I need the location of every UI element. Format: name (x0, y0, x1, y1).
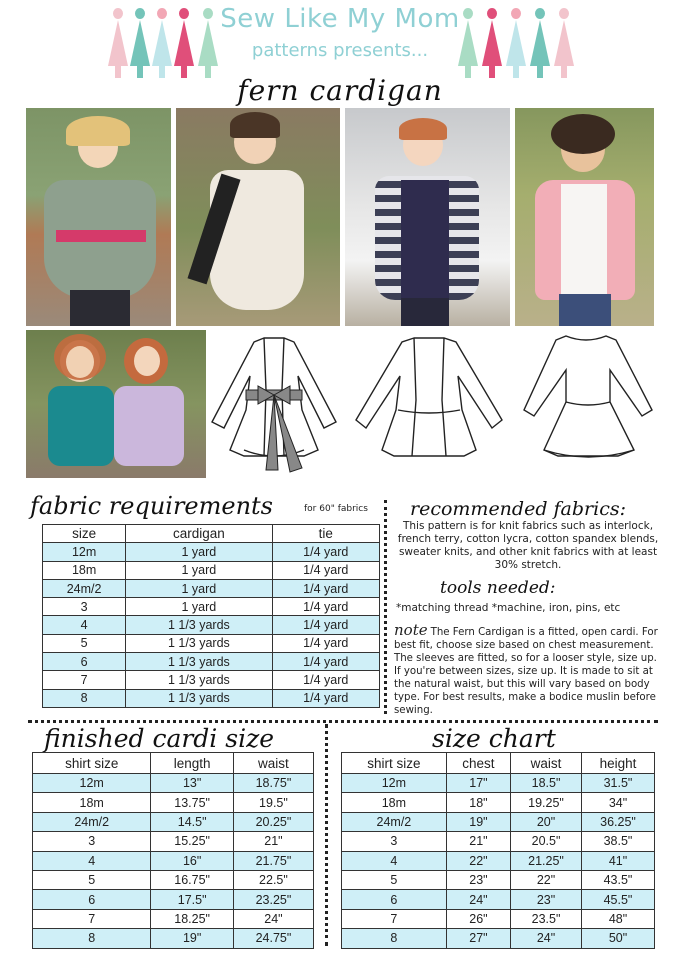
divider-horizontal (28, 720, 658, 723)
table-row (43, 671, 380, 689)
finished-size-table (32, 752, 314, 949)
drawing-back (524, 336, 652, 457)
table-cell: 23" (511, 890, 582, 909)
table-cell: 22" (511, 870, 582, 889)
note-text: The Fern Cardigan is a fitted, open cardi. For best fit, choose size based on chest measurement. The sleeves are fitted, so for a looser style, size up. If you're between sizes, size up. It is made to sit at the natural waist, but this will vary based on body type. For best results, make a bodice muslin before sewing. (394, 627, 658, 716)
table-row (342, 793, 655, 812)
table-cell: 1 yard (126, 579, 272, 597)
technical-drawings (206, 330, 656, 480)
table-row (342, 890, 655, 909)
table-cell: 18.25" (151, 909, 233, 928)
table-cell: 19.5" (233, 793, 313, 812)
table-cell: 8 (342, 929, 447, 948)
table-cell: 20.5" (511, 832, 582, 851)
column-header: tie (272, 525, 380, 543)
column-header: waist (511, 753, 582, 774)
tools-needed-text: *matching thread *machine, iron, pins, etc (396, 602, 621, 614)
table-cell: 23" (446, 870, 510, 889)
column-header: height (581, 753, 654, 774)
table-cell: 12m (33, 774, 151, 793)
table-cell: 6 (33, 890, 151, 909)
table-row (342, 812, 655, 831)
table-cell: 7 (342, 909, 447, 928)
table-cell: 38.5" (581, 832, 654, 851)
fabric-width-note: for 60" fabrics (304, 504, 368, 514)
table-cell: 4 (33, 851, 151, 870)
table-row (33, 812, 314, 831)
tools-needed-heading: tools needed: (440, 578, 556, 598)
table-cell: 5 (342, 870, 447, 889)
table-cell: 5 (43, 634, 126, 652)
table-cell: 22.5" (233, 870, 313, 889)
fabric-requirements-table (42, 524, 380, 708)
lady-silhouette-icon (482, 8, 502, 78)
table-cell: 17.5" (151, 890, 233, 909)
size-chart-table (341, 752, 655, 949)
table-cell: 24.75" (233, 929, 313, 948)
table-row (43, 653, 380, 671)
column-header: cardigan (126, 525, 272, 543)
table-row (33, 793, 314, 812)
table-row (342, 929, 655, 948)
table-cell: 7 (33, 909, 151, 928)
table-cell: 45.5" (581, 890, 654, 909)
photo-girl-printed-cardigan (176, 108, 340, 326)
table-cell: 4 (342, 851, 447, 870)
table-cell: 19.25" (511, 793, 582, 812)
table-row (43, 543, 380, 561)
table-cell: 18" (446, 793, 510, 812)
fabric-requirements-heading: fabric requirements (30, 492, 273, 520)
table-cell: 1/4 yard (272, 616, 380, 634)
table-cell: 1/4 yard (272, 598, 380, 616)
table-cell: 14.5" (151, 812, 233, 831)
table-cell: 13.75" (151, 793, 233, 812)
lady-silhouette-icon (506, 8, 526, 78)
column-header: waist (233, 753, 313, 774)
table-cell: 16" (151, 851, 233, 870)
table-cell: 24m/2 (342, 812, 447, 831)
lady-silhouette-icon (198, 8, 218, 78)
table-row (43, 561, 380, 579)
size-chart-heading: size chart (432, 724, 556, 753)
table-cell: 27" (446, 929, 510, 948)
table-cell: 1 yard (126, 598, 272, 616)
brand-name: Sew Like My Mom (220, 4, 460, 34)
drawing-front (356, 338, 502, 456)
table-cell: 48" (581, 909, 654, 928)
table-cell: 18m (43, 561, 126, 579)
table-cell: 18.5" (511, 774, 582, 793)
table-cell: 17" (446, 774, 510, 793)
drawing-tie (246, 386, 302, 472)
table-cell: 26" (446, 909, 510, 928)
note-block (394, 621, 664, 717)
divider-vertical-bottom (325, 724, 328, 946)
photo-girl-pink-cardigan (515, 108, 654, 326)
table-row (43, 616, 380, 634)
table-cell: 5 (33, 870, 151, 889)
table-row (342, 851, 655, 870)
table-row (43, 634, 380, 652)
table-cell: 4 (43, 616, 126, 634)
table-cell: 3 (43, 598, 126, 616)
table-cell: 18m (342, 793, 447, 812)
table-cell: 1 yard (126, 561, 272, 579)
table-cell: 20.25" (233, 812, 313, 831)
table-row (342, 774, 655, 793)
table-cell: 1 1/3 yards (126, 616, 272, 634)
column-header: size (43, 525, 126, 543)
table-cell: 31.5" (581, 774, 654, 793)
table-cell: 1 yard (126, 543, 272, 561)
table-cell: 3 (33, 832, 151, 851)
table-cell: 1/4 yard (272, 543, 380, 561)
table-header-row (33, 753, 314, 774)
table-cell: 7 (43, 671, 126, 689)
table-cell: 50" (581, 929, 654, 948)
table-cell: 43.5" (581, 870, 654, 889)
table-cell: 1/4 yard (272, 689, 380, 707)
table-row (43, 689, 380, 707)
table-row (33, 851, 314, 870)
table-cell: 24" (511, 929, 582, 948)
table-cell: 36.25" (581, 812, 654, 831)
table-cell: 3 (342, 832, 447, 851)
table-cell: 1/4 yard (272, 634, 380, 652)
table-cell: 1 1/3 yards (126, 689, 272, 707)
table-cell: 21" (233, 832, 313, 851)
table-row (43, 598, 380, 616)
table-cell: 1/4 yard (272, 671, 380, 689)
table-row (33, 774, 314, 793)
table-cell: 12m (342, 774, 447, 793)
table-row (33, 832, 314, 851)
table-cell: 8 (43, 689, 126, 707)
table-row (342, 832, 655, 851)
brand-tagline: patterns presents... (251, 40, 429, 61)
table-row (33, 929, 314, 948)
note-label: note (394, 621, 428, 639)
finished-cardi-size-heading: finished cardi size (44, 724, 275, 753)
table-cell: 23.5" (511, 909, 582, 928)
table-cell: 6 (43, 653, 126, 671)
table-cell: 24m/2 (33, 812, 151, 831)
table-header-row (43, 525, 380, 543)
table-header-row (342, 753, 655, 774)
table-cell: 18.75" (233, 774, 313, 793)
recommended-fabrics-text: This pattern is for knit fabrics such as interlock, french terry, cotton lycra, cotton spandex blends, sweater knits, and other knit fabrics with at least 30% stretch. (397, 520, 659, 571)
table-cell: 1 1/3 yards (126, 653, 272, 671)
table-cell: 21.25" (511, 851, 582, 870)
table-row (33, 890, 314, 909)
table-row (43, 579, 380, 597)
table-cell: 6 (342, 890, 447, 909)
lady-silhouette-icon (174, 8, 194, 78)
table-cell: 22" (446, 851, 510, 870)
table-cell: 41" (581, 851, 654, 870)
table-cell: 15.25" (151, 832, 233, 851)
table-cell: 1 1/3 yards (126, 634, 272, 652)
recommended-fabrics-heading: recommended fabrics: (410, 498, 627, 520)
lady-silhouette-icon (554, 8, 574, 78)
lady-silhouette-icon (108, 8, 128, 78)
table-row (342, 909, 655, 928)
page-title: fern cardigan (237, 74, 443, 107)
table-row (33, 909, 314, 928)
column-header: shirt size (33, 753, 151, 774)
table-cell: 13" (151, 774, 233, 793)
table-cell: 19" (446, 812, 510, 831)
column-header: shirt size (342, 753, 447, 774)
table-cell: 23.25" (233, 890, 313, 909)
table-cell: 12m (43, 543, 126, 561)
table-cell: 18m (33, 793, 151, 812)
table-cell: 19" (151, 929, 233, 948)
table-cell: 1/4 yard (272, 579, 380, 597)
column-header: chest (446, 753, 510, 774)
table-cell: 24m/2 (43, 579, 126, 597)
lady-silhouette-icon (152, 8, 172, 78)
table-cell: 20" (511, 812, 582, 831)
table-cell: 1 1/3 yards (126, 671, 272, 689)
photo-girl-grey-cardigan (26, 108, 171, 326)
table-cell: 1/4 yard (272, 561, 380, 579)
photo-two-girls (26, 330, 206, 478)
table-cell: 8 (33, 929, 151, 948)
table-cell: 1/4 yard (272, 653, 380, 671)
table-cell: 21.75" (233, 851, 313, 870)
photo-girl-striped-cardigan (345, 108, 510, 326)
table-cell: 24" (233, 909, 313, 928)
divider-vertical-top (384, 500, 387, 714)
table-row (33, 870, 314, 889)
table-cell: 24" (446, 890, 510, 909)
table-cell: 21" (446, 832, 510, 851)
lady-silhouette-icon (458, 8, 478, 78)
lady-silhouette-icon (130, 8, 150, 78)
column-header: length (151, 753, 233, 774)
lady-silhouette-icon (530, 8, 550, 78)
table-row (342, 870, 655, 889)
table-cell: 34" (581, 793, 654, 812)
table-cell: 16.75" (151, 870, 233, 889)
